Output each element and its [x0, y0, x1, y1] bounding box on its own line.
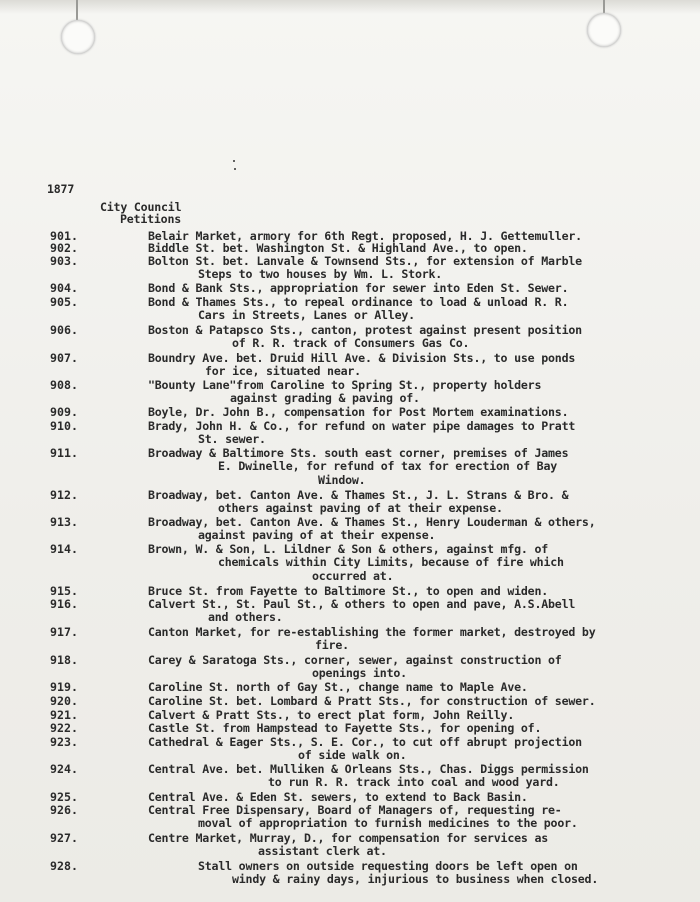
- section-title: City Council: [100, 200, 182, 214]
- petition-text-line: of R. R. track of Consumers Gas Co.: [232, 336, 470, 351]
- petition-number: 909.: [50, 405, 78, 419]
- petition-text-line: chemicals within City Limits, because of fire which: [218, 555, 564, 570]
- petition-text-line: E. Dwinelle, for refund of tax for erection of Bay: [218, 459, 558, 474]
- petition-text-line: occurred at.: [312, 568, 394, 583]
- petition-text-line: Broadway, bet. Canton Ave. & Thames St., J. L. Strans & Bro. &: [148, 488, 569, 502]
- petition-text-line: against paving of at their expense.: [198, 528, 436, 543]
- petition-text-line: "Bounty Lane"from Caroline to Spring St., property holders: [148, 378, 542, 392]
- petition-text-line: Boundry Ave. bet. Druid Hill Ave. & Division Sts., to use ponds: [148, 351, 576, 365]
- petition-number: 927.: [50, 831, 78, 845]
- petition-number: 922.: [50, 721, 78, 735]
- petition-number: 914.: [50, 542, 78, 556]
- petition-text-line: Broadway, bet. Canton Ave. & Thames St., Henry Louderman & others,: [148, 515, 596, 529]
- punch-hole-left: [61, 20, 95, 54]
- document-year: 1877: [47, 182, 75, 196]
- petition-number: 905.: [50, 295, 78, 309]
- petition-text-line: Bolton St. bet. Lanvale & Townsend Sts., for extension of Marble: [148, 254, 582, 268]
- petition-text-line: Bond & Thames Sts., to repeal ordinance to load & unload R. R.: [148, 295, 569, 309]
- petition-number: 923.: [50, 735, 78, 749]
- petition-text-line: Biddle St. bet. Washington St. & Highland Ave., to open.: [148, 241, 528, 255]
- petition-text-line: Carey & Saratoga Sts., corner, sewer, against construction of: [148, 653, 562, 667]
- petition-number: 916.: [50, 597, 78, 611]
- petition-text-line: against grading & paving of.: [230, 391, 420, 406]
- paper-speck: [234, 168, 236, 170]
- petition-number: 912.: [50, 488, 78, 502]
- petition-text-line: Central Free Dispensary, Board of Managers of, requesting re-: [148, 803, 562, 817]
- petition-text-line: openings into.: [312, 666, 407, 681]
- petition-text-line: Cars in Streets, Lanes or Alley.: [198, 308, 415, 323]
- petition-text-line: assistant clerk at.: [258, 844, 387, 859]
- petition-text-line: Centre Market, Murray, D., for compensation for services as: [148, 831, 549, 845]
- petition-number: 918.: [50, 653, 78, 667]
- petition-number: 915.: [50, 584, 78, 598]
- petition-text-line: Bond & Bank Sts., appropriation for sewer into Eden St. Sewer.: [148, 281, 569, 295]
- petition-text-line: Stall owners on outside requesting doors be left open on: [198, 859, 578, 873]
- petition-text-line: moval of appropriation to furnish medicines to the poor.: [198, 816, 578, 831]
- petition-number: 901.: [50, 229, 78, 243]
- petition-text-line: Central Ave. & Eden St. sewers, to extend to Back Basin.: [148, 790, 528, 804]
- petition-number: 921.: [50, 708, 78, 722]
- petition-text-line: Cathedral & Eager Sts., S. E. Cor., to cut off abrupt projection: [148, 735, 582, 749]
- petition-text-line: Brady, John H. & Co., for refund on water pipe damages to Pratt: [148, 419, 576, 433]
- punch-hole-right: [587, 13, 621, 47]
- petition-text-line: Broadway & Baltimore Sts. south east corner, premises of James: [148, 446, 569, 460]
- petition-number: 917.: [50, 625, 78, 639]
- paper-speck: [233, 160, 235, 162]
- petition-number: 920.: [50, 694, 78, 708]
- petition-text-line: of side walk on.: [298, 748, 407, 763]
- petition-text-line: Boston & Patapsco Sts., canton, protest against present position: [148, 323, 582, 337]
- petition-text-line: Window.: [318, 472, 366, 487]
- petition-text-line: windy & rainy days, injurious to business when closed.: [232, 872, 599, 887]
- petition-text-line: fire.: [315, 638, 349, 653]
- petition-text-line: Bruce St. from Fayette to Baltimore St., to open and widen.: [148, 584, 549, 598]
- petition-number: 919.: [50, 680, 78, 694]
- petition-number: 926.: [50, 803, 78, 817]
- petition-text-line: Caroline St. bet. Lombard & Pratt Sts., for construction of sewer.: [148, 694, 596, 708]
- petition-number: 924.: [50, 762, 78, 776]
- petition-text-line: Belair Market, armory for 6th Regt. proposed, H. J. Gettemuller.: [148, 229, 582, 243]
- petition-text-line: St. sewer.: [198, 432, 266, 447]
- petition-number: 911.: [50, 446, 78, 460]
- petition-text-line: Calvert St., St. Paul St., & others to open and pave, A.S.Abell: [148, 597, 576, 611]
- petition-text-line: Caroline St. north of Gay St., change name to Maple Ave.: [148, 680, 528, 694]
- petition-text-line: to run R. R. track into coal and wood yard.: [268, 775, 560, 790]
- petition-number: 908.: [50, 378, 78, 392]
- petition-number: 904.: [50, 281, 78, 295]
- petition-number: 903.: [50, 254, 78, 268]
- petition-text-line: and others.: [208, 610, 283, 625]
- petition-text-line: for ice, situated near.: [205, 364, 361, 379]
- petition-text-line: Boyle, Dr. John B., compensation for Post Mortem examinations.: [148, 405, 569, 419]
- petition-text-line: Brown, W. & Son, L. Lildner & Son & others, against mfg. of: [148, 542, 549, 556]
- petition-number: 913.: [50, 515, 78, 529]
- petition-text-line: Central Ave. bet. Mulliken & Orleans Sts., Chas. Diggs permission: [148, 762, 589, 776]
- petition-text-line: others against paving of at their expense.: [218, 501, 503, 516]
- petition-number: 928.: [50, 859, 78, 873]
- paper-fold-mark: [603, 0, 605, 14]
- petition-number: 907.: [50, 351, 78, 365]
- petition-text-line: Steps to two houses by Wm. L. Stork.: [198, 267, 443, 282]
- petition-number: 910.: [50, 419, 78, 433]
- petition-text-line: Canton Market, for re-establishing the former market, destroyed by: [148, 625, 596, 639]
- scan-shadow: [0, 0, 700, 14]
- petition-number: 925.: [50, 790, 78, 804]
- petition-text-line: Castle St. from Hampstead to Fayette Sts., for opening of.: [148, 721, 542, 735]
- paper-fold-mark: [76, 0, 78, 20]
- subsection-title: Petitions: [120, 212, 182, 226]
- petition-number: 902.: [50, 241, 78, 255]
- petition-text-line: Calvert & Pratt Sts., to erect plat form, John Reilly.: [148, 708, 515, 722]
- petition-number: 906.: [50, 323, 78, 337]
